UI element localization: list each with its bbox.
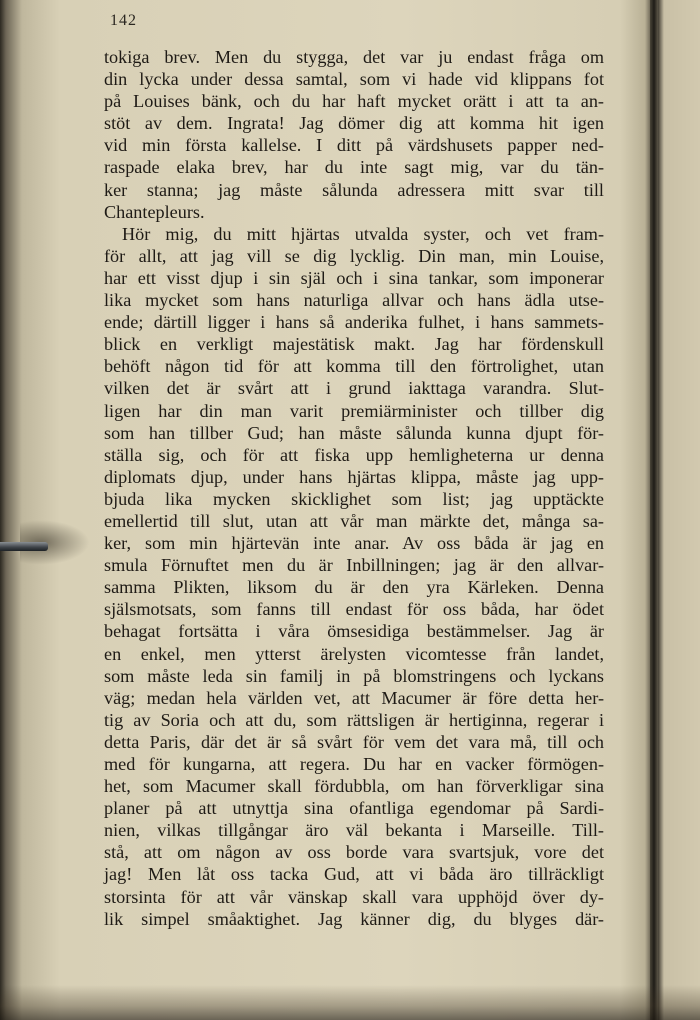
text-line: Hör mig, du mitt hjärtas utvalda syster, och vet fram- [122, 223, 604, 244]
text-line: stöt av dem. Ingrata! Jag dömer dig att komma hit igen [104, 113, 604, 134]
text-line: ställa sig, och för att fiska upp hemligheterna ur denna [104, 444, 604, 465]
text-line: planer på att utnyttja sina ofantliga egendomar på Sardi- [104, 798, 604, 819]
text-line: jag! Men låt oss tacka Gud, att vi båda äro tillräckligt [104, 864, 604, 885]
clip-shadow [20, 520, 90, 565]
text-line: en enkel, men ytterst ärelysten vicomtesse från landet, [104, 643, 604, 664]
text-line: stå, att om någon av oss borde vara svartsjuk, vore det [104, 842, 604, 863]
text-line: som han tillber Gud; han måste sålunda kunna djupt för- [104, 422, 604, 443]
text-line: ligen har din man varit premiärminister och tillber dig [104, 400, 604, 421]
text-line: blick en verkligt majestätisk makt. Jag har fördenskull [104, 334, 604, 355]
page-bottom-shadow [0, 985, 700, 1020]
text-line: ende; därtill ligger i hans så anderika fulhet, i hans sammets- [104, 312, 604, 333]
text-line: tokiga brev. Men du stygga, det var ju endast fråga om [104, 47, 604, 67]
text-line: lik simpel småaktighet. Jag känner dig, du blyges där- [104, 908, 604, 929]
page-gutter-edge [650, 0, 658, 1020]
text-line: nien, vilkas tillgångar äro väl bekanta i Marseille. Till- [104, 820, 604, 841]
text-line: diplomats djup, under hans hjärtas klippa, måste jag upp- [104, 466, 604, 487]
text-line: smula Förnuftet men du är Inbillningen; jag är den allvar- [104, 555, 604, 576]
text-line: väg; medan hela världen vet, att Macumer är före detta her- [104, 687, 604, 708]
text-line: bjuda lika mycken skicklighet som list; jag upptäckte [104, 488, 604, 509]
text-line: detta Paris, där det är så svårt för vem det vara må, till och [104, 731, 604, 752]
text-line: för allt, att jag vill se dig lycklig. Din man, min Louise, [104, 245, 604, 266]
text-line: din lycka under dessa samtal, som vi hade vid klippans fot [104, 69, 604, 90]
text-line: har ett visst djup i sin själ och i sina tankar, som imponerar [104, 267, 604, 288]
text-line: tig av Soria och att du, som rättsligen är hertiginna, regerar i [104, 709, 604, 730]
text-line: raspade elaka brev, har du inte sagt mig, var du tän- [104, 157, 604, 178]
paper-clip-holder [0, 515, 90, 575]
text-line: med för kungarna, att regera. Du har en vacker förmögen- [104, 754, 604, 774]
text-line: emellertid till slut, utan att vår man märkte det, många sa- [104, 510, 604, 531]
page-text-block [104, 46, 604, 930]
text-line: behagat fortsätta i våra ömsesidiga bestämmelser. Jag är [104, 621, 604, 642]
text-line: Chantepleurs. [104, 201, 205, 222]
text-line: storsinta för att vår vänskap skall vara upphöjd över dy- [104, 886, 604, 907]
text-line: vilken det är svårt att i grund iakttaga varandra. Slut- [104, 378, 604, 399]
page-number: 142 [110, 12, 137, 29]
text-line: lika mycket som hans naturliga allvar och hans ädla utse- [104, 290, 604, 311]
text-line: samma Plikten, liksom du är den yra Kärleken. Denna [104, 577, 604, 598]
text-line: själsmotsats, som fanns till endast för oss båda, har ödet [104, 599, 604, 620]
text-line: ker stanna; jag måste sålunda adressera mitt svar till [104, 179, 604, 200]
text-line: som måste leda sin familj in på blomstringens och lyckans [104, 665, 604, 686]
text-line: het, som Macumer skall fördubbla, om han förverkligar sina [104, 776, 604, 797]
text-line: på Louises bänk, och du har haft mycket orätt i att ta an- [104, 91, 604, 112]
text-line: behöft någon tid för att komma till den förtrolighet, utan [104, 356, 604, 377]
text-line: vid min första kallelse. I ditt på värdshusets papper ned- [104, 135, 604, 156]
text-line: ker, som min hjärtevän inte anar. Av oss båda är jag en [104, 533, 604, 554]
clip-bar [0, 542, 48, 551]
